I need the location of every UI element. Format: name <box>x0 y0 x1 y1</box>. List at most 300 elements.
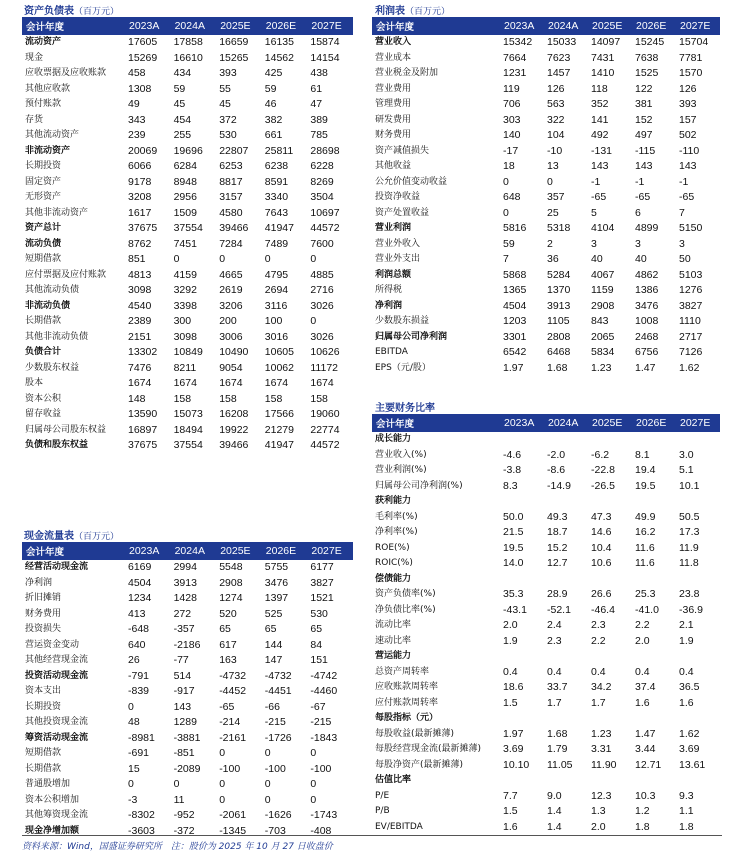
cell-value: 0.4 <box>679 665 694 678</box>
cell-value: 0 <box>264 253 271 266</box>
table-row <box>22 35 353 51</box>
year-header: 2026E <box>262 17 308 35</box>
cell-value: -41.0 <box>635 603 659 616</box>
cell-value: 143 <box>173 700 192 713</box>
row-label: 估值比率 <box>375 775 412 786</box>
cell-value: 25.3 <box>635 588 656 601</box>
cell-value: 7126 <box>679 346 703 359</box>
cell-value: 322 <box>547 113 565 126</box>
cell-value: 1525 <box>635 67 659 80</box>
cell-value: 45 <box>173 98 186 111</box>
table-row <box>372 190 720 206</box>
cell-value: 1274 <box>219 592 243 605</box>
table-row <box>372 804 720 820</box>
cell-value: 255 <box>173 129 192 142</box>
cell-value: 36.5 <box>679 681 700 694</box>
cell-value: 525 <box>264 607 283 620</box>
cell-value: 14097 <box>591 36 621 49</box>
cell-value: 4862 <box>635 268 659 281</box>
cell-value: -17 <box>503 144 519 157</box>
cell-value: 152 <box>635 113 653 126</box>
cell-value: 303 <box>503 113 521 126</box>
cell-value: 119 <box>503 82 520 95</box>
row-label: 营业外支出 <box>375 254 421 265</box>
cell-value: 8591 <box>264 175 289 188</box>
row-label: 每股收益(最新摊薄) <box>375 728 455 739</box>
cell-value: 1.47 <box>635 361 656 374</box>
cell-value: 1.68 <box>547 727 568 740</box>
cell-value: -372 <box>173 824 195 837</box>
cell-value: 26.6 <box>591 588 612 601</box>
cell-value: 7623 <box>547 51 571 64</box>
row-label: 其他流动负债 <box>25 285 80 296</box>
cell-value: 530 <box>310 607 328 620</box>
row-label: 资本公积增加 <box>25 794 80 805</box>
cell-value: 10.6 <box>591 557 612 570</box>
table-row <box>372 128 720 144</box>
financial-ratios-table <box>372 414 720 835</box>
cell-value: 530 <box>219 129 237 142</box>
cell-value: 2619 <box>219 284 243 297</box>
row-label: 营业成本 <box>375 52 412 63</box>
cell-value: 3476 <box>635 299 659 312</box>
cell-value: 126 <box>679 82 697 95</box>
row-label: 普通股增加 <box>25 779 71 790</box>
row-label: 营运资金变动 <box>25 639 80 650</box>
cell-value: 158 <box>173 392 192 405</box>
table-row <box>372 742 720 758</box>
cell-value: 2694 <box>264 284 289 297</box>
cell-value: 126 <box>547 82 565 95</box>
cell-value: 1.62 <box>679 361 700 374</box>
cell-value: 39466 <box>219 222 249 235</box>
cell-value: 23.8 <box>679 588 700 601</box>
cell-value: 16208 <box>219 408 249 421</box>
cell-value: -4.6 <box>503 448 522 461</box>
table-row <box>372 345 720 361</box>
table-row <box>372 479 720 495</box>
cell-value: 3.0 <box>679 448 694 461</box>
year-header: 2025E <box>216 542 262 560</box>
cell-value: 15033 <box>547 36 577 49</box>
cell-value: -1726 <box>264 731 292 744</box>
cell-value: 1231 <box>503 67 527 80</box>
cell-value: -3 <box>128 793 138 806</box>
cell-value: 59 <box>173 82 186 95</box>
table-row <box>372 237 720 253</box>
cell-value: 44572 <box>310 222 340 235</box>
cell-value: 1308 <box>128 82 152 95</box>
row-label: 筹资活动现金流 <box>25 732 89 743</box>
cell-value <box>544 773 588 789</box>
cell-value <box>676 711 720 727</box>
cell-value: 1.3 <box>591 805 606 818</box>
row-label: 偿债能力 <box>375 573 412 584</box>
cell-value: 3913 <box>173 576 197 589</box>
table-row <box>22 221 353 237</box>
table-row <box>372 432 720 448</box>
cell-value: 7284 <box>219 237 243 250</box>
cell-value: 11172 <box>310 361 339 374</box>
year-header: 2027E <box>307 542 353 560</box>
column-header: 会计年度 <box>22 17 125 35</box>
row-label: 经营活动现金流 <box>25 562 89 573</box>
cell-value: 44572 <box>310 439 340 452</box>
cell-value <box>632 432 676 448</box>
cell-value: 21.5 <box>503 526 524 539</box>
cell-value: 0 <box>173 778 180 791</box>
row-label: 现金 <box>25 52 44 63</box>
cell-value: 1.9 <box>503 634 518 647</box>
cell-value: -4732 <box>264 669 292 682</box>
cell-value: -46.4 <box>591 603 615 616</box>
cell-value <box>544 432 588 448</box>
table-row <box>22 314 353 330</box>
cell-value: 158 <box>264 392 283 405</box>
table-row <box>22 591 353 607</box>
cell-value: 1276 <box>679 284 703 297</box>
cell-value: 2908 <box>591 299 615 312</box>
cell-value: 2.3 <box>591 619 606 632</box>
cell-value: 382 <box>264 113 283 126</box>
cell-value: 10626 <box>310 346 340 359</box>
cell-value: -2186 <box>173 638 201 651</box>
cell-value: 13590 <box>128 408 158 421</box>
cell-value: 2.0 <box>591 820 606 833</box>
row-label: 其他筹资现金流 <box>25 810 89 821</box>
table-row <box>372 144 720 160</box>
row-label: 营业外收入 <box>375 238 421 249</box>
cell-value: 0 <box>219 747 226 760</box>
table-row <box>372 159 720 175</box>
row-label: P/E <box>375 790 390 801</box>
row-label: P/B <box>375 806 390 817</box>
cell-value: 0 <box>310 793 317 806</box>
cell-value: 5284 <box>547 268 571 281</box>
year-header: 2023A <box>125 17 171 35</box>
cell-value: -1 <box>591 175 601 188</box>
row-label: 少数股东权益 <box>25 362 80 373</box>
cell-value: 50.0 <box>503 510 524 523</box>
table-row <box>372 510 720 526</box>
cell-value: 50.5 <box>679 510 700 523</box>
row-label: 预付账款 <box>25 99 62 110</box>
cell-value: -115 <box>635 144 656 157</box>
cell-value: 425 <box>264 67 283 80</box>
column-header: 会计年度 <box>22 542 125 560</box>
table-row <box>22 762 353 778</box>
row-label: 其他收益 <box>375 161 412 172</box>
row-label: 其他应收款 <box>25 83 71 94</box>
row-label: 应收票据及应收账款 <box>25 68 107 79</box>
table-row <box>22 361 353 377</box>
row-label: 利润总额 <box>375 269 412 280</box>
table-row <box>22 283 353 299</box>
cell-value: 26 <box>128 654 140 667</box>
cell-value: 372 <box>219 113 237 126</box>
cell-value: 4504 <box>128 576 152 589</box>
cell-value <box>588 494 632 510</box>
cashflow-statement-table <box>22 542 353 839</box>
row-label: 其他非流动资产 <box>25 207 89 218</box>
cell-value: 28.9 <box>547 588 568 601</box>
cell-value: -14.9 <box>547 479 571 492</box>
cell-value: 3208 <box>128 191 152 204</box>
cell-value: -65 <box>635 191 651 204</box>
table-row <box>372 252 720 268</box>
cell-value: 0.4 <box>503 665 518 678</box>
cell-value: 10062 <box>264 361 294 374</box>
cell-value: 151 <box>310 654 328 667</box>
cell-value: 65 <box>310 623 323 636</box>
cell-value: 36 <box>547 253 559 266</box>
cell-value: 6284 <box>173 160 197 173</box>
table-row <box>372 618 720 634</box>
row-label: 营业费用 <box>375 83 412 94</box>
cell-value: 140 <box>503 129 521 142</box>
cell-value: 14.6 <box>591 526 612 539</box>
row-label: 长期借款 <box>25 763 62 774</box>
row-label: EPS（元/股） <box>375 362 431 373</box>
cell-value: 141 <box>591 113 609 126</box>
cell-value <box>676 432 720 448</box>
cell-value: 1674 <box>128 377 152 390</box>
cell-value: 4580 <box>219 206 243 219</box>
cell-value: -214 <box>219 716 241 729</box>
cell-value: -1743 <box>310 809 338 822</box>
cell-value: -110 <box>679 144 700 157</box>
cell-value: 3292 <box>173 284 197 297</box>
row-label: 净利润 <box>25 577 53 588</box>
cell-value <box>676 494 720 510</box>
cell-value: -65 <box>591 191 607 204</box>
table-row <box>22 268 353 284</box>
table-row <box>372 727 720 743</box>
year-header: 2024A <box>171 542 217 560</box>
table-row <box>22 423 353 439</box>
cell-value: 1.79 <box>547 743 568 756</box>
row-label: 流动负债 <box>25 238 62 249</box>
cell-value: 100 <box>264 315 283 328</box>
cell-value: 1.8 <box>635 820 650 833</box>
cell-value: 4504 <box>503 299 527 312</box>
table-row <box>372 603 720 619</box>
table-header <box>22 542 353 560</box>
table-row <box>22 560 353 576</box>
cell-value: 13 <box>547 160 559 173</box>
row-label: 营业税金及附加 <box>375 68 439 79</box>
cell-value: 843 <box>591 315 609 328</box>
cell-value: 10490 <box>219 346 249 359</box>
cell-value: 4899 <box>635 222 659 235</box>
cell-value: 7781 <box>679 51 703 64</box>
cell-value: -3603 <box>128 824 155 837</box>
table-row <box>22 824 353 840</box>
cell-value: 3476 <box>264 576 289 589</box>
row-label: 应付票据及应付账款 <box>25 269 107 280</box>
cell-value <box>500 432 544 448</box>
row-label: 长期投资 <box>25 161 62 172</box>
row-label: 资产总计 <box>25 223 62 234</box>
year-header: 2025E <box>588 414 632 432</box>
table-row <box>22 330 353 346</box>
cell-value: 6468 <box>547 346 571 359</box>
cell-value: 15265 <box>219 51 249 64</box>
table-row <box>372 97 720 113</box>
cell-value: -36.9 <box>679 603 703 616</box>
cell-value: 514 <box>173 669 192 682</box>
table-row <box>372 556 720 572</box>
table-row <box>22 576 353 592</box>
cell-value: 5816 <box>503 222 527 235</box>
cell-value: 1.68 <box>547 361 568 374</box>
cell-value: 2468 <box>635 330 659 343</box>
year-header: 2025E <box>216 17 262 35</box>
cell-value: -408 <box>310 824 332 837</box>
table-row <box>372 113 720 129</box>
cell-value: 1.23 <box>591 727 612 740</box>
cell-value: 0 <box>264 747 271 760</box>
cell-value: 272 <box>173 607 192 620</box>
table-row <box>22 392 353 408</box>
cell-value: 438 <box>310 67 328 80</box>
cell-value: -22.8 <box>591 464 615 477</box>
table-row <box>22 746 353 762</box>
row-label: 短期借款 <box>25 748 62 759</box>
cell-value: 1.23 <box>591 361 612 374</box>
cell-value: -357 <box>173 623 195 636</box>
cell-value: 6756 <box>635 346 659 359</box>
cell-value: 143 <box>591 160 609 173</box>
row-label: 营业利润 <box>375 223 412 234</box>
table-row <box>22 793 353 809</box>
row-label: 净利润 <box>375 300 403 311</box>
table-row <box>22 808 353 824</box>
row-label: 其他流动资产 <box>25 130 80 141</box>
cell-value: 40 <box>635 253 647 266</box>
cell-value: 12.7 <box>547 557 568 570</box>
cell-value: 1386 <box>635 284 659 297</box>
cell-value: 22807 <box>219 144 249 157</box>
table-row <box>22 622 353 638</box>
row-label: 所得税 <box>375 285 403 296</box>
cell-value: 3116 <box>264 299 288 312</box>
cell-value: 8.3 <box>503 479 518 492</box>
cell-value: 14.0 <box>503 557 524 570</box>
row-label: 速动比率 <box>375 635 412 646</box>
cell-value <box>632 773 676 789</box>
cell-value: 9054 <box>219 361 243 374</box>
cell-value: 7 <box>679 206 685 219</box>
cell-value: 1521 <box>310 592 334 605</box>
table-row <box>372 448 720 464</box>
cell-value: 6177 <box>310 561 334 574</box>
cell-value: 16610 <box>173 51 203 64</box>
cell-value: 2389 <box>128 315 152 328</box>
row-label: 财务费用 <box>25 608 62 619</box>
row-label: 归属母公司净利润 <box>375 331 448 342</box>
row-label: 负债合计 <box>25 347 62 358</box>
cell-value: 17605 <box>128 36 158 49</box>
cell-value: 0 <box>547 175 553 188</box>
cell-value: 33.7 <box>547 681 568 694</box>
cell-value: 14562 <box>264 51 294 64</box>
cell-value: -26.5 <box>591 479 615 492</box>
column-header: 会计年度 <box>372 17 500 35</box>
cell-value: 48 <box>128 716 140 729</box>
cell-value: 1.6 <box>503 820 518 833</box>
table-row <box>22 252 353 268</box>
cell-value: 47.3 <box>591 510 612 523</box>
row-label: 资产处置收益 <box>375 207 430 218</box>
cell-value: 19922 <box>219 423 249 436</box>
cell-value: 11.6 <box>635 541 655 554</box>
table-row <box>372 773 720 789</box>
table-row <box>22 299 353 315</box>
cell-value <box>632 711 676 727</box>
table-row <box>22 669 353 685</box>
cell-value: 11.90 <box>591 758 617 771</box>
row-label: 折旧摊销 <box>25 593 62 604</box>
footer-divider <box>22 835 722 836</box>
cell-value <box>500 773 544 789</box>
cell-value: 2716 <box>310 284 334 297</box>
cell-value: 3.31 <box>591 743 612 756</box>
cell-value: 0 <box>128 778 134 791</box>
cell-value: 6228 <box>310 160 334 173</box>
row-label: 长期借款 <box>25 316 62 327</box>
cell-value: -4460 <box>310 685 338 698</box>
cell-value: 1.4 <box>547 820 562 833</box>
cell-value: 381 <box>635 98 653 111</box>
cell-value: 12.3 <box>591 789 612 802</box>
table-row <box>372 175 720 191</box>
cell-value: 1674 <box>310 377 334 390</box>
cell-value: 1008 <box>635 315 659 328</box>
table-row <box>372 494 720 510</box>
cell-value: 1617 <box>128 206 152 219</box>
cell-value: 9178 <box>128 175 152 188</box>
row-label: 短期借款 <box>25 254 62 265</box>
cell-value: -8302 <box>128 809 155 822</box>
row-label: 非流动负债 <box>25 300 71 311</box>
cell-value: 0.4 <box>635 665 650 678</box>
cell-value: -851 <box>173 747 195 760</box>
cell-value: 1.2 <box>635 805 650 818</box>
year-header: 2026E <box>632 414 676 432</box>
row-label: 现金净增加额 <box>25 825 80 836</box>
cell-value: 563 <box>547 98 565 111</box>
cell-value: 18.7 <box>547 526 568 539</box>
row-label: 净负债比率(%) <box>375 604 436 615</box>
row-label: 每股经营现金流(最新摊薄) <box>375 744 482 755</box>
cell-value: 520 <box>219 607 237 620</box>
cell-value: 1289 <box>173 716 197 729</box>
cell-value: 17.3 <box>679 526 700 539</box>
cell-value: 59 <box>503 237 515 250</box>
cell-value: 17566 <box>264 408 294 421</box>
year-header: 2023A <box>125 542 171 560</box>
cell-value: 19.5 <box>503 541 524 554</box>
table-row <box>372 696 720 712</box>
row-label: 存货 <box>25 114 44 125</box>
row-label: 获利能力 <box>375 496 412 507</box>
cell-value <box>632 572 676 588</box>
cell-value: 3.69 <box>679 743 700 756</box>
row-label: EBITDA <box>375 347 408 358</box>
table-row <box>372 572 720 588</box>
cell-value: 18.6 <box>503 681 524 694</box>
